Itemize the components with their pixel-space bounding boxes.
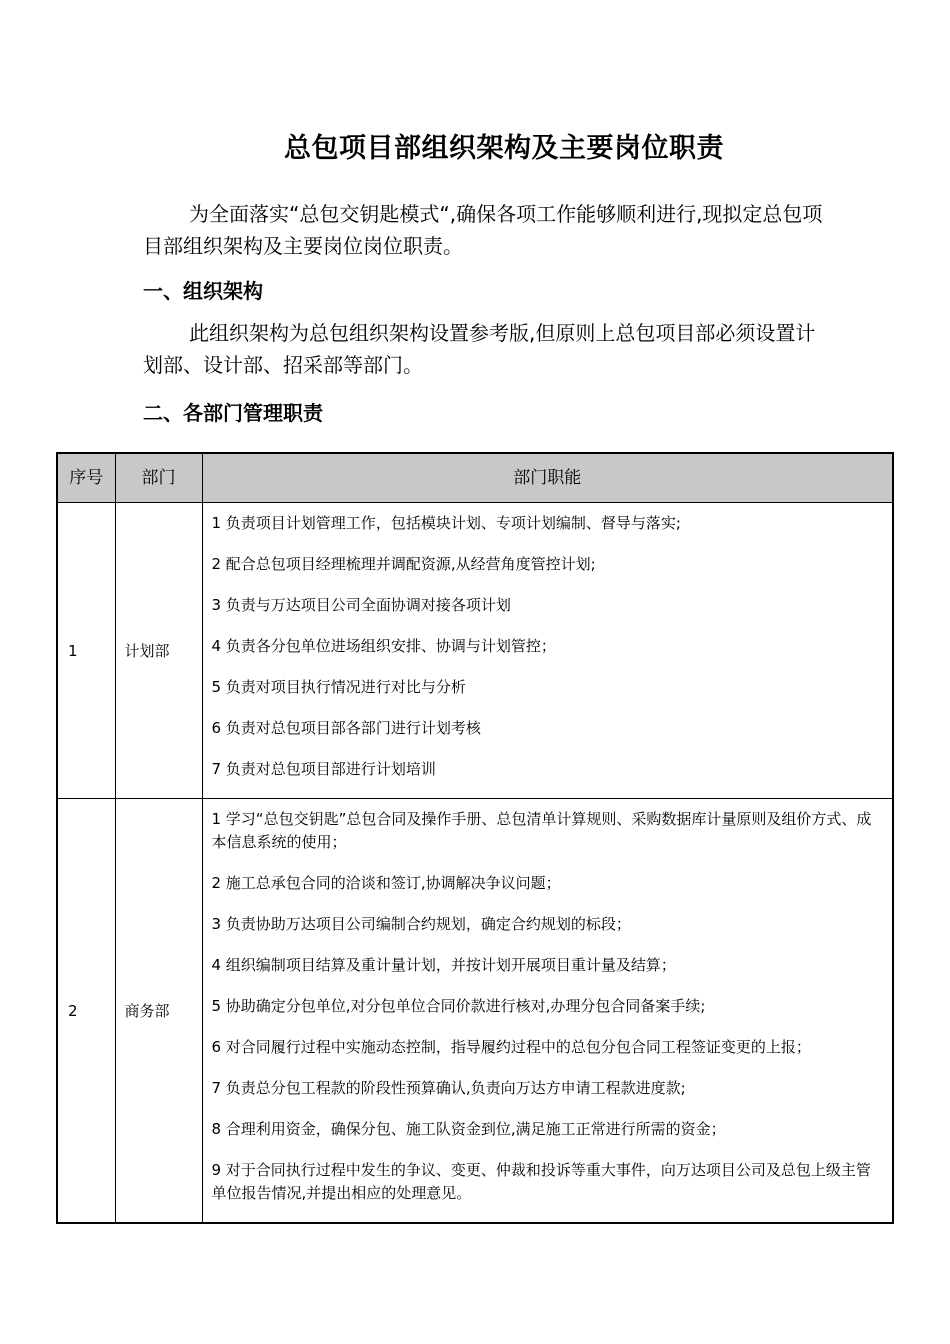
duty-item: 9 对于合同执行过程中发生的争议、变更、仲裁和投诉等重大事件，向万达项目公司及总包上级主管单位报告情况,并提出相应的处理意见。 [211, 1161, 871, 1202]
intro-text: 为全面落实“总包交钥匙模式“,确保各项工作能够顺利进行,现拟定总包项目部组织架构及主要岗位岗位职责。 [143, 202, 823, 258]
duty-item: 3 负责协助万达项目公司编制合约规划，确定合约规划的标段； [211, 915, 631, 933]
department-name: 商务部 [115, 799, 202, 1224]
department-name: 计划部 [115, 503, 202, 799]
duty-item: 5 协助确定分包单位,对分包单位合同价款进行核对,办理分包合同备案手续; [211, 997, 706, 1015]
duty-item: 3 负责与万达项目公司全面协调对接各项计划 [211, 596, 511, 614]
duty-item: 6 负责对总包项目部各部门进行计划考核 [211, 719, 481, 737]
section-heading-duties: 二、各部门管理职责 [143, 401, 323, 425]
structure-paragraph [143, 317, 823, 381]
row-number: 2 [57, 799, 115, 1224]
section-heading-structure: 一、组织架构 [143, 279, 263, 303]
department-duties-table [56, 452, 894, 1224]
duty-item: 2 配合总包项目经理梳理并调配资源,从经营角度管控计划; [211, 555, 596, 573]
header-functions: 部门职能 [202, 453, 893, 503]
duties-cell [202, 799, 893, 1224]
duty-item: 1 负责项目计划管理工作，包括模块计划、专项计划编制、督导与落实; [211, 514, 681, 532]
table-row [57, 799, 893, 1224]
duty-item: 7 负责对总包项目部进行计划培训 [211, 760, 436, 778]
duty-item: 4 负责各分包单位进场组织安排、协调与计划管控； [211, 637, 556, 655]
duties-cell [202, 503, 893, 799]
intro-paragraph [143, 198, 823, 262]
table-row [57, 503, 893, 799]
table-header-row [57, 453, 893, 503]
duty-item: 6 对合同履行过程中实施动态控制，指导履约过程中的总包分包合同工程签证变更的上报； [211, 1038, 811, 1056]
structure-text: 此组织架构为总包组织架构设置参考版,但原则上总包项目部必须设置计划部、设计部、招采部等部门。 [143, 321, 816, 377]
duty-item: 2 施工总承包合同的洽谈和签订,协调解决争议问题； [211, 874, 561, 892]
duty-item: 5 负责对项目执行情况进行对比与分析 [211, 678, 466, 696]
duty-item: 7 负责总分包工程款的阶段性预算确认,负责向万达方申请工程款进度款; [211, 1079, 686, 1097]
document-title: 总包项目部组织架构及主要岗位职责 [284, 133, 724, 164]
duty-item: 1 学习“总包交钥匙”总包合同及操作手册、总包清单计算规则、采购数据库计量原则及组价方式、成本信息系统的使用； [211, 810, 872, 851]
header-department: 部门 [115, 453, 202, 503]
duty-item: 8 合理利用资金，确保分包、施工队资金到位,满足施工正常进行所需的资金； [211, 1120, 726, 1138]
duty-item: 4 组织编制项目结算及重计量计划，并按计划开展项目重计量及结算； [211, 956, 676, 974]
row-number: 1 [57, 503, 115, 799]
header-number: 序号 [57, 453, 115, 503]
